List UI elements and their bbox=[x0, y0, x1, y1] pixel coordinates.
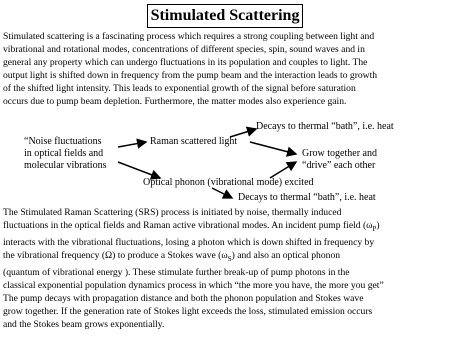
body-line: (quantum of vibrational energy ). These stimulate further break-up of pump photons in the bbox=[3, 266, 350, 278]
body-line: the vibrational frequency (Ω) to produce a Stokes wave $(\omega_S)$ and also an optical phonon bbox=[3, 249, 341, 263]
noise-label: “Noise fluctuations in optical fields and molecular vibrations bbox=[24, 136, 107, 171]
body-line: The pump decays with propagation distance and both the phonon population and Stokes wave bbox=[3, 292, 364, 304]
body-line: classical exponential population dynamics process in which “the more you have, the more you get” bbox=[3, 279, 384, 291]
decay-bottom-label: Decays to thermal “bath”, i.e. heat bbox=[238, 192, 376, 203]
body-line: The Stimulated Raman Scattering (SRS) process is initiated by noise, thermally induced bbox=[3, 207, 342, 218]
body-line: interacts with the vibrational fluctuations, losing a photon which is down shifted in frequency by bbox=[3, 236, 375, 248]
decay-top-label: Decays to thermal “bath”, i.e. heat bbox=[256, 121, 394, 132]
intro-line: general any property which can undergo fluctuations in its population and couples to light. The bbox=[3, 57, 368, 68]
arrow-raman-to-grow bbox=[250, 142, 296, 154]
intro-line: output light is shifted down in frequency from the pump beam and the interaction leads to growth bbox=[3, 70, 378, 81]
intro-paragraph bbox=[3, 30, 449, 108]
body-line: grow together. If the generation rate of Stokes light exceeds the loss, stimulated emission occurs bbox=[3, 305, 373, 317]
phonon-label: Optical phonon (vibrational mode) excited bbox=[143, 177, 314, 188]
arrow-noise-to-phonon bbox=[118, 162, 160, 178]
body-line: fluctuations in the optical fields and Raman active vibrational modes. An incident pump field $(\omega_P)$ bbox=[3, 220, 380, 233]
srs-diagram bbox=[0, 116, 450, 206]
raman-label: Raman scattered light bbox=[150, 136, 238, 147]
arrow-phonon-to-grow bbox=[270, 162, 296, 178]
intro-line: occurs due to pump beam depletion. Furthermore, the matter modes also experience gain. bbox=[3, 96, 347, 107]
page-title: Stimulated Scattering bbox=[147, 4, 303, 28]
srs-paragraph bbox=[3, 206, 449, 331]
intro-line: Stimulated scattering is a fascinating process which requires a strong coupling between light and bbox=[3, 31, 375, 42]
arrow-phonon-to-decay bbox=[212, 188, 232, 198]
body-line: and the Stokes beam grows exponentially. bbox=[3, 318, 165, 330]
intro-line: vibrational and rotational modes, concentrations of different species, spin, sound waves and in bbox=[3, 44, 365, 55]
arrow-noise-to-raman bbox=[118, 142, 146, 147]
intro-line: of the shifted light intensity. This leads to exponential growth of the signal before saturation bbox=[3, 83, 356, 94]
grow-label: Grow together and “drive” each other bbox=[302, 148, 377, 171]
